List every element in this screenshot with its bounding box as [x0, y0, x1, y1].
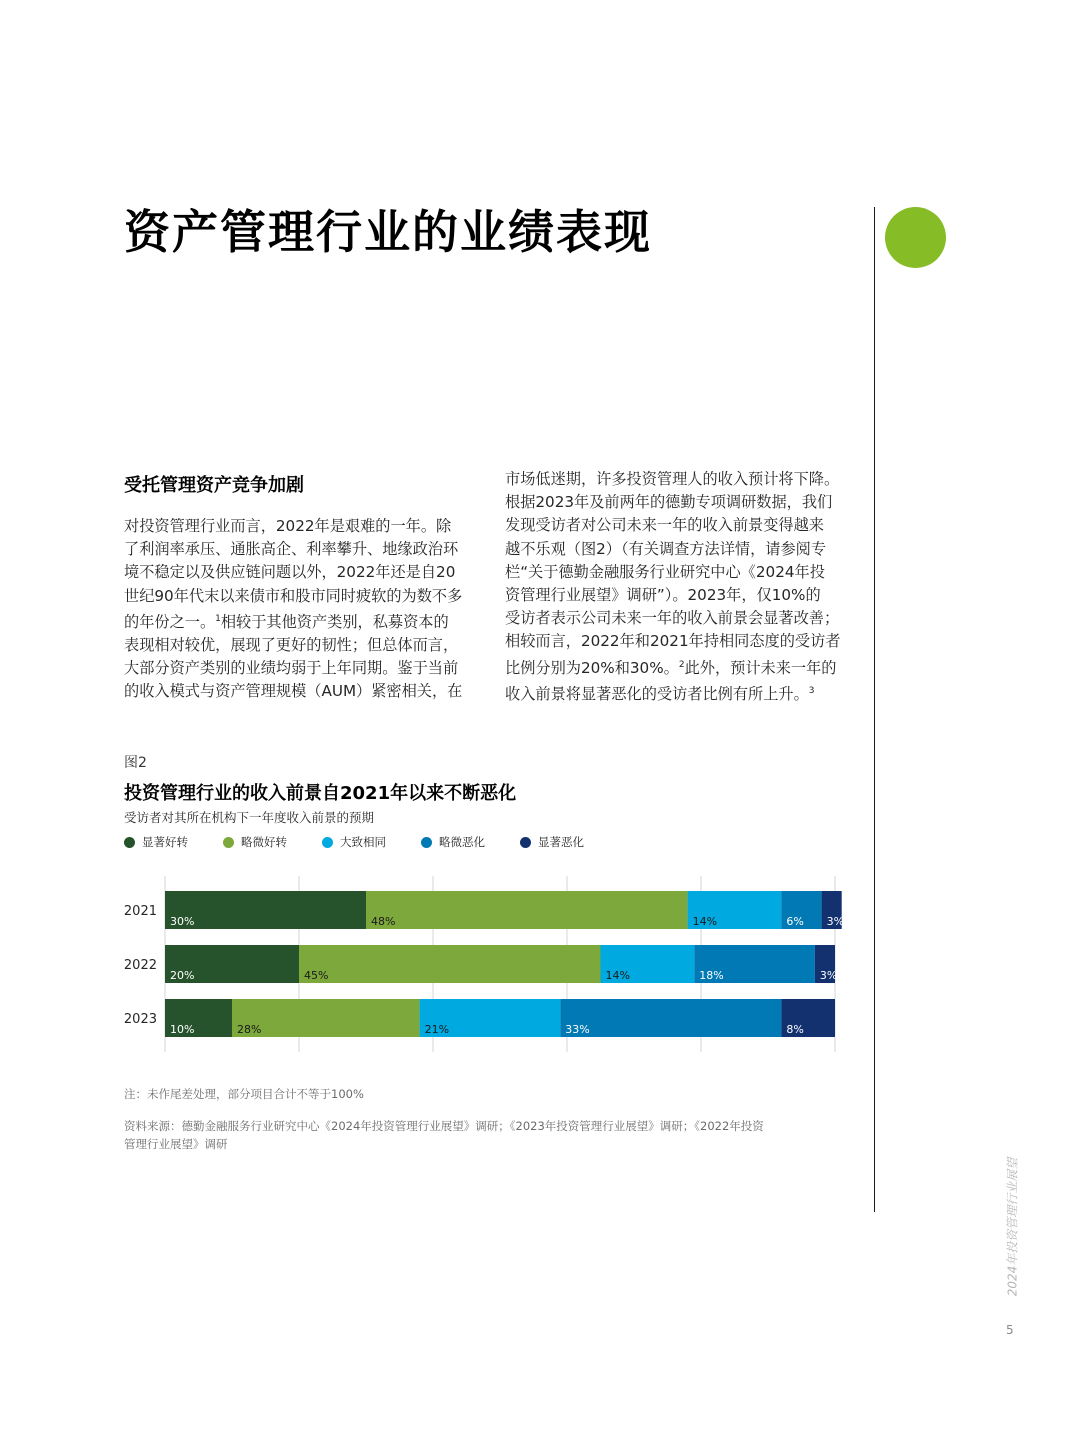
body-text-left-column: [124, 515, 486, 704]
data-label: 20%: [170, 969, 195, 982]
body-line: 市场低迷期，许多投资管理人的收入预计将下降。: [505, 470, 840, 488]
body-line: 栏“关于德勤金融服务行业研究中心《2024年投: [505, 562, 825, 581]
data-label: 3%: [819, 969, 838, 982]
legend-swatch: [124, 837, 135, 848]
body-segment: 此外，预计未来一年的: [684, 658, 837, 677]
page-number: 5: [1006, 1323, 1014, 1337]
legend-swatch: [322, 837, 333, 848]
legend-label: 大致相同: [340, 835, 386, 849]
legend-label: 略微好转: [241, 835, 287, 849]
body-segment: 比例分别为20%和30%。: [505, 658, 679, 677]
section-heading: 受托管理资产竞争加剧: [124, 475, 304, 496]
body-line: 境不稳定以及供应链问题以外，2022年还是自20: [124, 563, 456, 582]
legend-label: 显著好转: [142, 835, 188, 849]
data-label: 30%: [170, 915, 195, 928]
data-label: 28%: [237, 1023, 262, 1036]
vertical-divider: [874, 207, 875, 1212]
data-label: 18%: [699, 969, 724, 982]
chart-subtitle: 受访者对其所在机构下一年度收入前景的预期: [124, 810, 375, 825]
data-label: 14%: [692, 915, 718, 928]
body-text-right-column: [505, 468, 855, 706]
body-line: 资管理行业展望》调研”）。2023年，仅10%的: [505, 586, 821, 605]
body-segment: 的年份之一。: [124, 612, 216, 631]
body-line: [505, 680, 855, 706]
body-line: 越不乐观（图2）（有关调查方法详情，请参阅专: [505, 539, 827, 558]
footnote-ref-1: 1: [215, 613, 221, 624]
data-label: 33%: [565, 1023, 590, 1036]
legend-item: [124, 834, 188, 850]
data-label: 8%: [786, 1023, 804, 1036]
side-publication-title: 2024年投资管理行业展望: [1005, 1157, 1020, 1297]
body-segment: 相较于其他资产类别，私募资本的: [220, 612, 449, 631]
body-line: 根据2023年及前两年的德勤专项调研数据，我们: [505, 493, 833, 512]
data-label: 21%: [424, 1023, 450, 1036]
category-label: 2022: [123, 958, 157, 973]
body-line: [505, 654, 855, 680]
page-title: 资产管理行业的业绩表现: [124, 205, 652, 259]
chart-legend: [124, 834, 824, 852]
data-label: 45%: [304, 969, 329, 982]
source-note: [124, 1117, 844, 1153]
body-line: 表现相对较优，展现了更好的韧性；但总体而言，: [124, 636, 459, 655]
body-line: 大部分资产类别的业绩均弱于上年同期。鉴于当前: [124, 659, 459, 678]
source-line: 管理行业展望》调研: [124, 1137, 228, 1151]
bar-segment: [560, 999, 781, 1037]
legend-swatch: [520, 837, 531, 848]
body-line: 相较而言，2022年和2021年持相同态度的受访者: [505, 632, 841, 651]
category-label: 2021: [123, 904, 157, 919]
legend-label: 略微恶化: [439, 835, 485, 849]
category-label: 2023: [123, 1012, 157, 1027]
source-line: 资料来源：德勤金融服务行业研究中心《2024年投资管理行业展望》调研；《2023年投资管理行业展望》调研；《2022年投资: [124, 1119, 764, 1133]
body-line: 的收入模式与资产管理规模（AUM）紧密相关，在: [124, 682, 463, 701]
legend-item: [322, 834, 386, 850]
legend-item: [520, 834, 584, 850]
body-line: 发现受访者对公司未来一年的收入前景变得越来: [505, 516, 824, 535]
legend-swatch: [421, 837, 432, 848]
chart-note: 注：未作尾差处理，部分项目合计不等于100%: [124, 1087, 364, 1101]
bar-segment: [165, 891, 366, 929]
legend-item: [421, 834, 485, 850]
figure-label: 图2: [124, 755, 147, 771]
data-label: 3%: [826, 915, 845, 928]
data-label: 6%: [786, 915, 804, 928]
legend-label: 显著恶化: [538, 835, 584, 849]
data-label: 14%: [605, 969, 630, 982]
bar-segment: [366, 891, 688, 929]
stacked-bar-chart: [120, 872, 850, 1062]
bar-segment: [299, 945, 601, 983]
footnote-ref-2: 2: [678, 659, 685, 670]
body-line: 了利润率承压、通胀高企、利率攀升、地缘政治环: [124, 540, 459, 559]
body-line: 对投资管理行业而言，2022年是艰难的一年。除: [124, 517, 452, 535]
data-label: 48%: [371, 915, 396, 928]
legend-swatch: [223, 837, 234, 848]
green-circle-icon: [885, 207, 946, 268]
body-line: 世纪90年代末以来债市和股市同时疲软的为数不多: [124, 586, 463, 605]
chart-title: 投资管理行业的收入前景自2021年以来不断恶化: [124, 783, 517, 804]
body-segment: 收入前景将显著恶化的受访者比例有所上升。: [505, 684, 809, 703]
body-line: 受访者表示公司未来一年的收入前景会显著改善；: [505, 609, 840, 628]
data-label: 10%: [170, 1023, 195, 1036]
body-line: [124, 608, 486, 634]
footnote-ref-3: 3: [808, 685, 815, 696]
legend-item: [223, 834, 287, 850]
